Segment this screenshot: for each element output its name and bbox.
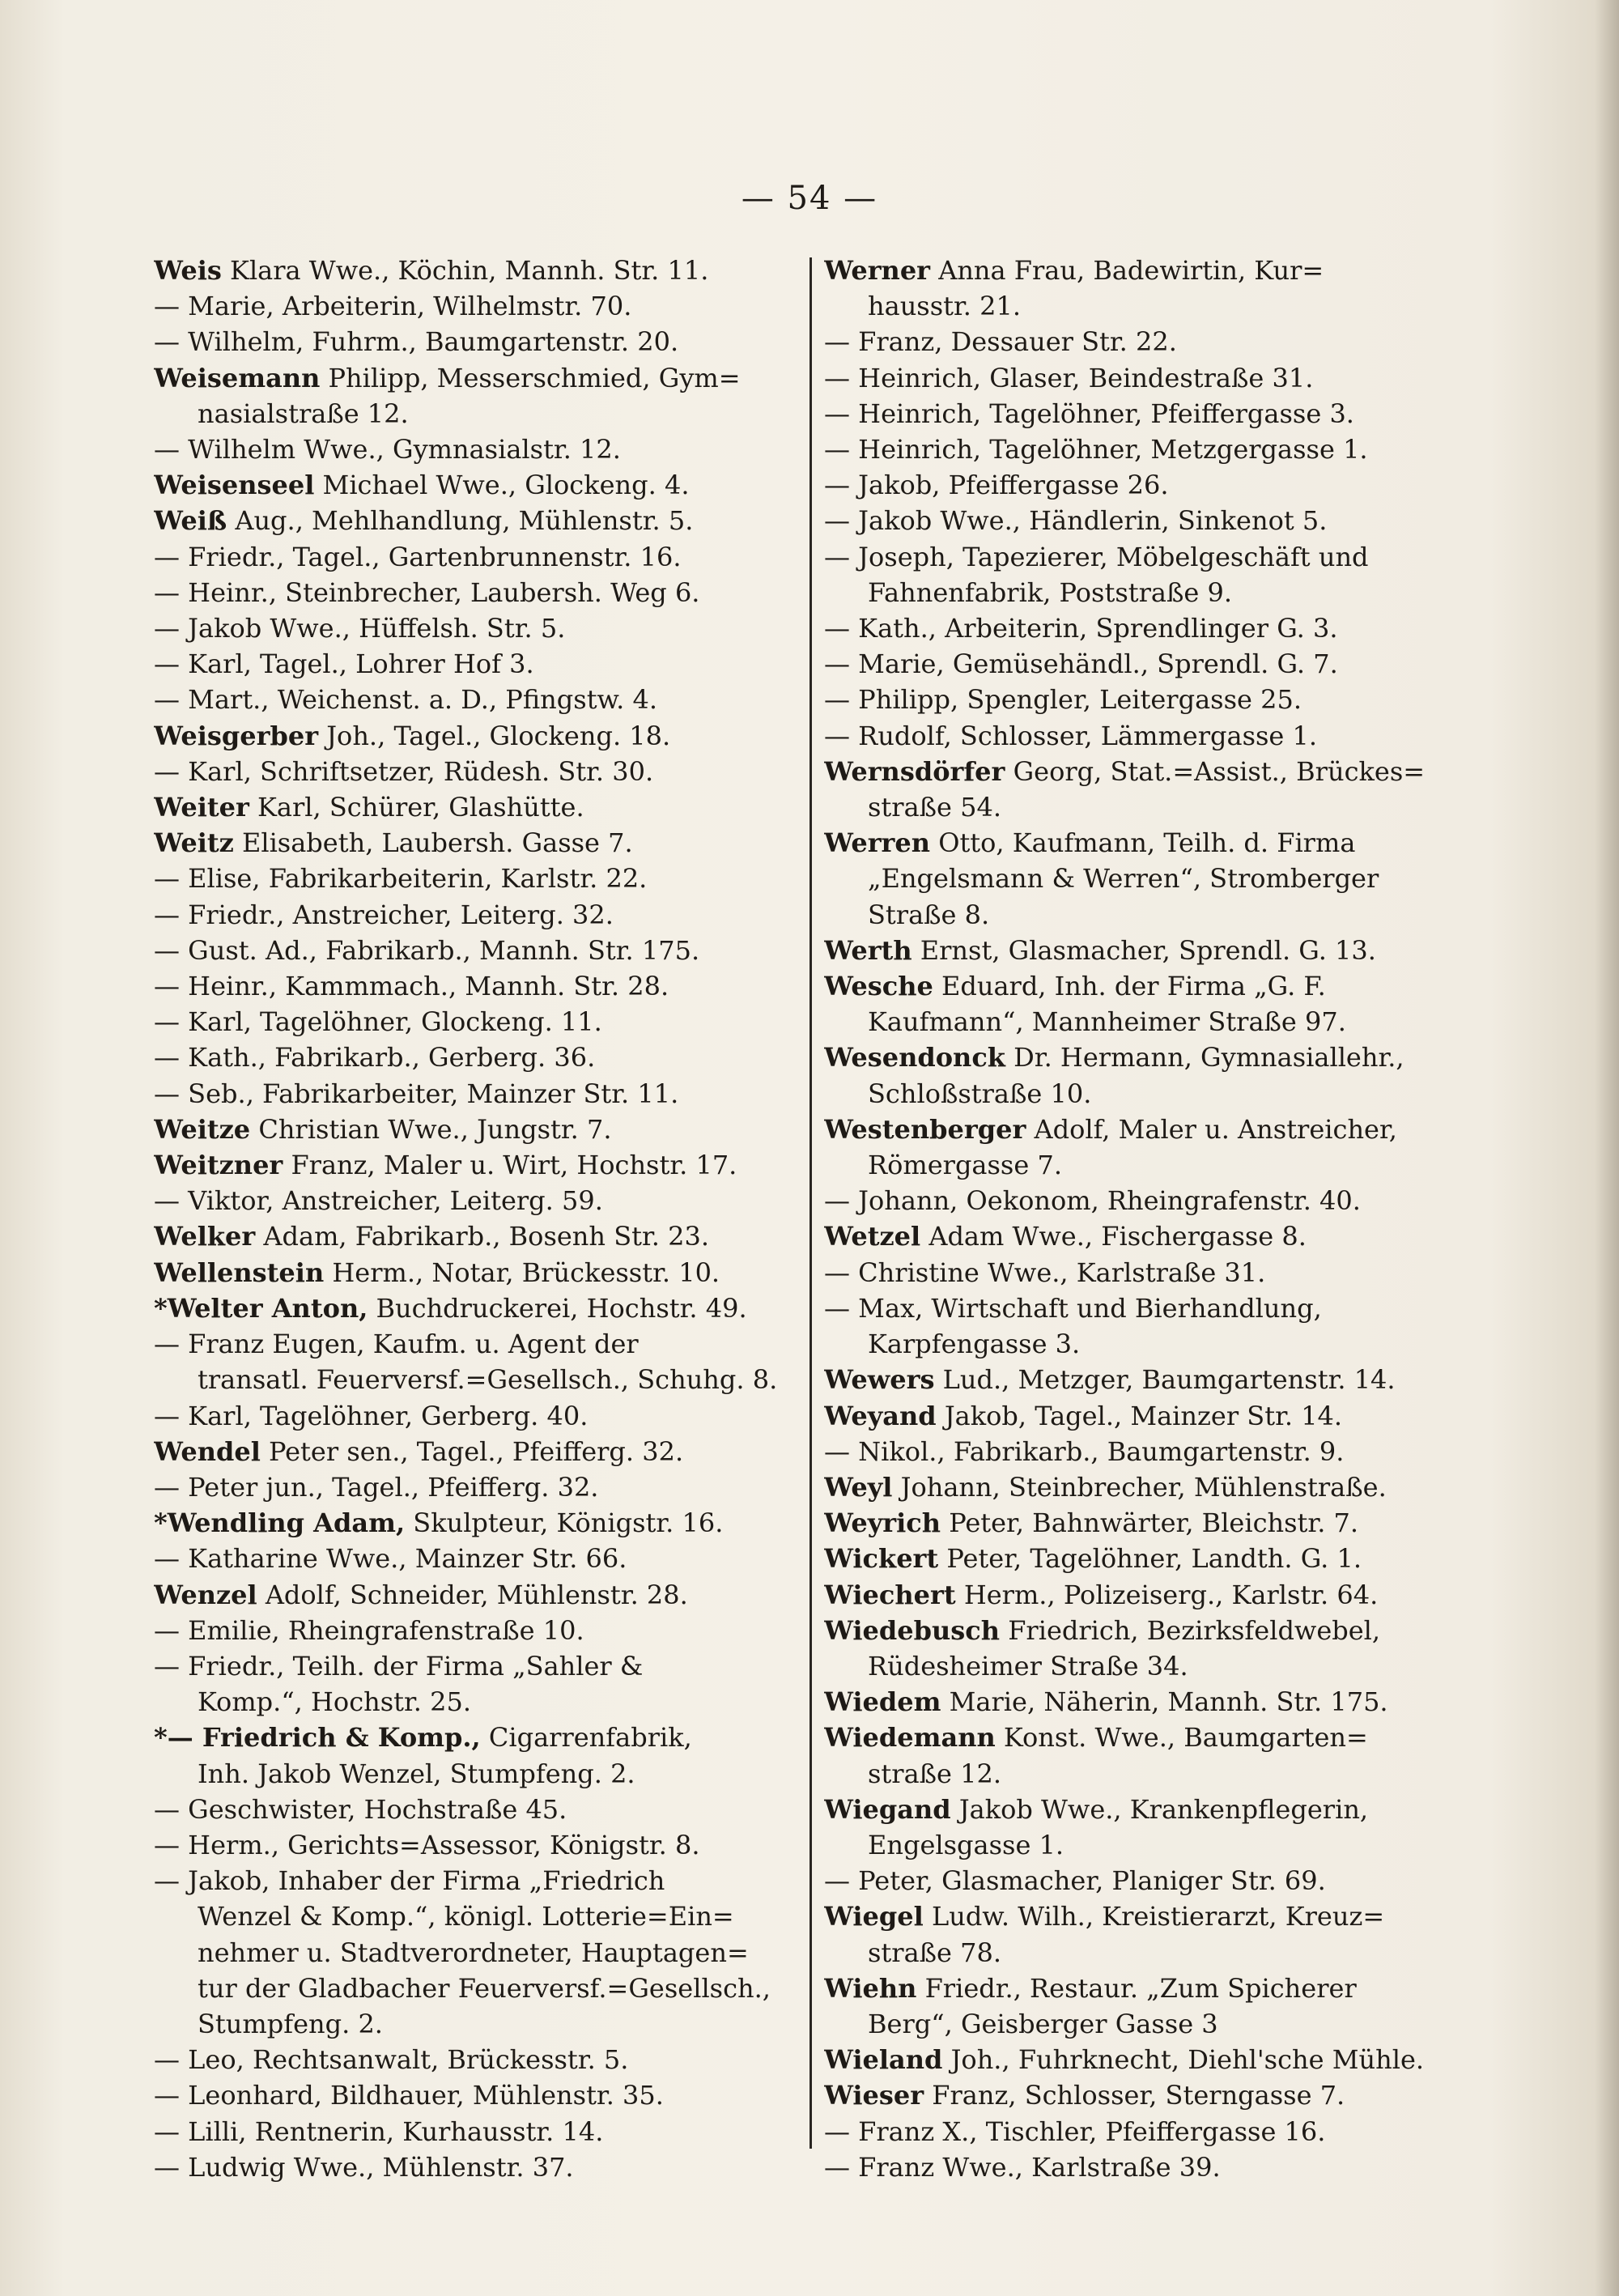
entry-details: — Lilli, Rentnerin, Kurhausstr. 14.: [154, 2115, 604, 2147]
directory-entry: [154, 2042, 801, 2077]
entry-details: Ernst, Glasmacher, Sprendl. G. 13.: [911, 934, 1376, 966]
entry-surname: Weis: [154, 255, 222, 286]
entry-surname: Weitze: [154, 1113, 251, 1145]
entry-details: — Viktor, Anstreicher, Leiterg. 59.: [154, 1185, 603, 1217]
entry-details: — Heinr., Kammmach., Mannh. Str. 28.: [154, 971, 669, 1002]
directory-entry: [824, 1218, 1464, 1254]
directory-entry: [824, 933, 1464, 968]
entry-details: — Mart., Weichenst. a. D., Pfingstw. 4.: [154, 684, 658, 716]
entry-surname: *Wendling Adam,: [154, 1507, 406, 1539]
entry-details: — Leo, Rechtsanwalt, Brückesstr. 5.: [154, 2044, 629, 2076]
entry-details: Elisabeth, Laubersh. Gasse 7.: [233, 827, 633, 859]
right-column: [824, 253, 1464, 2185]
directory-entry: [154, 1255, 801, 1290]
directory-entry: [824, 396, 1464, 432]
entry-details: — Kath., Arbeiterin, Sprendlinger G. 3.: [824, 613, 1338, 644]
directory-entry: [154, 1398, 801, 1434]
entry-details: Klara Wwe., Köchin, Mannh. Str. 11.: [221, 255, 709, 286]
entry-surname: Weyrich: [824, 1507, 941, 1539]
directory-entry: [154, 682, 801, 717]
entry-details: — Christine Wwe., Karlstraße 31.: [824, 1256, 1266, 1288]
entry-details: Komp.“, Hochstr. 25.: [198, 1686, 472, 1718]
entry-details: Lud., Metzger, Baumgartenstr. 14.: [934, 1364, 1396, 1396]
directory-entry: [154, 467, 801, 503]
entry-details: Peter, Bahnwärter, Bleichstr. 7.: [941, 1507, 1359, 1539]
directory-entry: [824, 360, 1464, 396]
directory-entry: [154, 2006, 801, 2042]
directory-entry: [824, 467, 1464, 503]
directory-entry: [154, 1362, 801, 1397]
directory-entry: [154, 1147, 801, 1183]
directory-entry: [824, 1469, 1464, 1505]
entry-details: — Rudolf, Schlosser, Lämmergasse 1.: [824, 720, 1318, 751]
directory-entry: [154, 1792, 801, 1827]
entry-details: Georg, Stat.=Assist., Brückes=: [1005, 755, 1426, 787]
entry-details: Peter sen., Tagel., Pfeifferg. 32.: [260, 1435, 684, 1467]
entry-surname: Weitzner: [154, 1150, 283, 1181]
directory-entry: [824, 2042, 1464, 2077]
directory-entry: [154, 360, 801, 396]
directory-entry: [824, 503, 1464, 538]
entry-surname: Weyl: [824, 1471, 893, 1503]
directory-entry: [154, 861, 801, 896]
entry-details: — Johann, Oekonom, Rheingrafenstr. 40.: [824, 1185, 1361, 1217]
entry-details: Herm., Notar, Brückesstr. 10.: [324, 1256, 720, 1288]
directory-entry: [154, 288, 801, 324]
directory-entry: [154, 1613, 801, 1648]
entry-details: Skulpteur, Königstr. 16.: [405, 1507, 724, 1539]
entry-details: Franz, Schlosser, Sterngasse 7.: [924, 2080, 1345, 2111]
entry-details: Philipp, Messerschmied, Gym=: [320, 362, 741, 393]
entry-surname: Wickert: [824, 1543, 939, 1575]
entry-surname: Wiehn: [824, 1972, 917, 2004]
directory-entry: [154, 1434, 801, 1469]
directory-entry: [154, 1040, 801, 1075]
entry-details: Engelsgasse 1.: [868, 1829, 1064, 1860]
entry-details: Adolf, Schneider, Mühlenstr. 28.: [257, 1579, 688, 1610]
entry-details: — Elise, Fabrikarbeiterin, Karlstr. 22.: [154, 863, 648, 895]
entry-surname: Wesche: [824, 971, 933, 1002]
entry-surname: Werner: [824, 255, 931, 286]
entry-details: „Engelsmann & Werren“, Stromberger: [868, 863, 1379, 895]
directory-entry: [154, 1720, 801, 1755]
directory-entry: [824, 1398, 1464, 1434]
entry-details: Berg“, Geisberger Gasse 3: [868, 2008, 1218, 2039]
directory-entry: [824, 288, 1464, 324]
entry-surname: Weisenseel: [154, 470, 315, 501]
directory-entry: [154, 1469, 801, 1505]
directory-entry: [824, 1076, 1464, 1112]
directory-entry: [824, 1362, 1464, 1397]
directory-entry: [824, 897, 1464, 933]
entry-details: Anna Frau, Badewirtin, Kur=: [930, 255, 1324, 286]
entry-surname: Wesendonck: [824, 1042, 1005, 1074]
entry-details: Ludw. Wilh., Kreistierarzt, Kreuz=: [923, 1901, 1385, 1932]
entry-details: — Franz, Dessauer Str. 22.: [824, 326, 1177, 358]
directory-entry: [824, 1756, 1464, 1792]
entry-surname: *Welter Anton,: [154, 1292, 368, 1324]
entry-details: — Herm., Gerichts=Assessor, Königstr. 8.: [154, 1829, 700, 1860]
directory-entry: [154, 2149, 801, 2185]
directory-entry: [824, 825, 1464, 861]
entry-details: Inh. Jakob Wenzel, Stumpfeng. 2.: [198, 1758, 635, 1789]
entry-details: nasialstraße 12.: [198, 398, 409, 429]
entry-surname: *— Friedrich & Komp.,: [154, 1722, 481, 1754]
entry-details: Wenzel & Komp.“, königl. Lotterie=Ein=: [198, 1901, 734, 1932]
entry-surname: Wiegel: [824, 1901, 924, 1932]
entry-details: straße 54.: [868, 792, 1002, 823]
entry-details: — Franz Wwe., Karlstraße 39.: [824, 2151, 1221, 2183]
entry-details: Jakob, Tagel., Mainzer Str. 14.: [936, 1400, 1343, 1431]
directory-entry: [154, 324, 801, 359]
entry-details: — Jakob, Pfeiffergasse 26.: [824, 470, 1169, 501]
entry-surname: Wetzel: [824, 1221, 921, 1252]
entry-details: straße 12.: [868, 1758, 1002, 1789]
entry-details: Aug., Mehlhandlung, Mühlenstr. 5.: [227, 505, 694, 537]
directory-entry: [154, 2114, 801, 2149]
directory-entry: [824, 1971, 1464, 2006]
directory-entry: [824, 968, 1464, 1004]
directory-entry: [824, 575, 1464, 610]
entry-details: — Friedr., Anstreicher, Leiterg. 32.: [154, 899, 614, 930]
entry-details: Schloßstraße 10.: [868, 1078, 1092, 1109]
directory-entry: [154, 718, 801, 754]
entry-details: — Max, Wirtschaft und Bierhandlung,: [824, 1292, 1322, 1324]
entry-details: Joh., Tagel., Glockeng. 18.: [318, 720, 671, 751]
entry-surname: Weisemann: [154, 362, 321, 393]
directory-entry: [154, 789, 801, 825]
entry-details: — Katharine Wwe., Mainzer Str. 66.: [154, 1543, 627, 1575]
entry-details: — Ludwig Wwe., Mühlenstr. 37.: [154, 2151, 574, 2183]
entry-details: — Friedr., Teilh. der Firma „Sahler &: [154, 1650, 644, 1682]
directory-entry: [154, 754, 801, 789]
directory-entry: [154, 897, 801, 933]
entry-details: — Heinr., Steinbrecher, Laubersh. Weg 6.: [154, 576, 700, 608]
directory-entry: [824, 1290, 1464, 1326]
entry-details: — Peter, Glasmacher, Planiger Str. 69.: [824, 1865, 1326, 1897]
directory-entry: [824, 1648, 1464, 1684]
entry-details: Konst. Wwe., Baumgarten=: [995, 1722, 1368, 1754]
entry-surname: Wieser: [824, 2080, 924, 2111]
entry-details: Herm., Polizeiserg., Karlstr. 64.: [955, 1579, 1379, 1610]
entry-details: — Seb., Fabrikarbeiter, Mainzer Str. 11.: [154, 1078, 679, 1109]
directory-entry: [154, 1290, 801, 1326]
page-edge-shadow: [1595, 0, 1619, 2296]
entry-details: — Franz X., Tischler, Pfeiffergasse 16.: [824, 2115, 1326, 2147]
directory-entry: [154, 1326, 801, 1362]
left-column: [154, 253, 801, 2185]
entry-details: — Franz Eugen, Kaufm. u. Agent der: [154, 1329, 639, 1360]
entry-details: Jakob Wwe., Krankenpflegerin,: [950, 1793, 1369, 1825]
entry-details: — Wilhelm, Fuhrm., Baumgartenstr. 20.: [154, 326, 679, 358]
entry-details: Cigarrenfabrik,: [480, 1722, 692, 1754]
directory-entry: [824, 1613, 1464, 1648]
directory-entry: [154, 1684, 801, 1720]
directory-entry: [154, 2077, 801, 2113]
directory-entry: [154, 503, 801, 538]
entry-details: — Heinrich, Tagelöhner, Pfeiffergasse 3.: [824, 398, 1354, 429]
directory-entry: [824, 754, 1464, 789]
entry-details: — Gust. Ad., Fabrikarb., Mannh. Str. 175.: [154, 934, 700, 966]
directory-entry: [824, 1935, 1464, 1971]
directory-entry: [154, 1112, 801, 1147]
directory-entry: [154, 646, 801, 682]
entry-details: Karpfengasse 3.: [868, 1329, 1081, 1360]
entry-details: — Marie, Arbeiterin, Wilhelmstr. 70.: [154, 291, 632, 322]
page-number: — 54 —: [741, 180, 878, 217]
directory-entry: [824, 1112, 1464, 1147]
entry-surname: Weisgerber: [154, 720, 319, 751]
entry-details: — Karl, Tagelöhner, Glockeng. 11.: [154, 1006, 602, 1038]
entry-details: Stumpfeng. 2.: [198, 2008, 383, 2039]
directory-entry: [824, 1505, 1464, 1541]
entry-surname: Wiedebusch: [824, 1614, 1001, 1646]
entry-details: Kaufmann“, Mannheimer Straße 97.: [868, 1006, 1346, 1038]
directory-entry: [824, 539, 1464, 575]
entry-details: Franz, Maler u. Wirt, Hochstr. 17.: [283, 1150, 737, 1181]
entry-surname: Wendel: [154, 1435, 261, 1467]
entry-details: — Karl, Tagel., Lohrer Hof 3.: [154, 648, 534, 680]
directory-entry: [154, 396, 801, 432]
directory-entry: [154, 432, 801, 467]
entry-details: — Heinrich, Glaser, Beindestraße 31.: [824, 362, 1314, 393]
column-divider: [810, 257, 812, 2149]
directory-entry: [824, 432, 1464, 467]
entry-details: Joh., Fuhrknecht, Diehl'sche Mühle.: [942, 2044, 1425, 2076]
directory-entry: [824, 610, 1464, 646]
directory-entry: [154, 1577, 801, 1613]
entry-details: Rüdesheimer Straße 34.: [868, 1650, 1188, 1682]
entry-details: Friedrich, Bezirksfeldwebel,: [1000, 1614, 1381, 1646]
directory-entry: [824, 1255, 1464, 1290]
directory-entry: [154, 1935, 801, 1971]
entry-details: — Jakob, Inhaber der Firma „Friedrich: [154, 1865, 665, 1897]
entry-details: Eduard, Inh. der Firma „G. F.: [933, 971, 1326, 1002]
directory-entry: [824, 1326, 1464, 1362]
entry-surname: Wiedem: [824, 1686, 941, 1718]
entry-details: straße 78.: [868, 1937, 1002, 1968]
entry-details: — Jakob Wwe., Händlerin, Sinkenot 5.: [824, 505, 1328, 537]
directory-entry: [154, 1541, 801, 1576]
entry-details: Adam Wwe., Fischergasse 8.: [920, 1221, 1307, 1252]
entry-surname: Wellenstein: [154, 1256, 325, 1288]
directory-entry: [154, 1004, 801, 1040]
entry-details: Römergasse 7.: [868, 1150, 1062, 1181]
entry-surname: Weiter: [154, 792, 249, 823]
entry-details: transatl. Feuerversf.=Gesellsch., Schuhg. 8.: [198, 1364, 778, 1396]
directory-entry: [824, 1183, 1464, 1218]
entry-details: Adolf, Maler u. Anstreicher,: [1026, 1113, 1397, 1145]
directory-entry: [824, 2006, 1464, 2042]
entry-details: Johann, Steinbrecher, Mühlenstraße.: [892, 1471, 1387, 1503]
entry-details: — Nikol., Fabrikarb., Baumgartenstr. 9.: [824, 1435, 1345, 1467]
directory-entry: [824, 1147, 1464, 1183]
entry-surname: Weitz: [154, 827, 234, 859]
directory-entry: [154, 1218, 801, 1254]
entry-details: Marie, Näherin, Mannh. Str. 175.: [941, 1686, 1388, 1718]
entry-surname: Wernsdörfer: [824, 755, 1005, 787]
directory-entry: [824, 718, 1464, 754]
directory-entry: [824, 1863, 1464, 1898]
directory-entry: [154, 968, 801, 1004]
directory-entry: [154, 1756, 801, 1792]
directory-entry: [154, 825, 801, 861]
entry-details: — Marie, Gemüsehändl., Sprendl. G. 7.: [824, 648, 1338, 680]
directory-entry: [154, 1898, 801, 1934]
entry-details: — Heinrich, Tagelöhner, Metzgergasse 1.: [824, 434, 1368, 466]
directory-entry: [824, 682, 1464, 717]
directory-entry: [824, 1040, 1464, 1075]
directory-entry: [824, 324, 1464, 359]
entry-details: — Joseph, Tapezierer, Möbelgeschäft und: [824, 541, 1369, 572]
directory-entry: [824, 1898, 1464, 1934]
entry-details: — Karl, Tagelöhner, Gerberg. 40.: [154, 1400, 589, 1431]
entry-details: — Wilhelm Wwe., Gymnasialstr. 12.: [154, 434, 621, 466]
entry-details: hausstr. 21.: [868, 291, 1022, 322]
directory-entry: [154, 1827, 801, 1863]
entry-details: — Geschwister, Hochstraße 45.: [154, 1793, 567, 1825]
entry-details: — Jakob Wwe., Hüffelsh. Str. 5.: [154, 613, 566, 644]
directory-entry: [824, 1684, 1464, 1720]
entry-surname: Weiß: [154, 505, 227, 537]
entry-surname: Werren: [824, 827, 931, 859]
entry-surname: Wewers: [824, 1364, 935, 1396]
entry-surname: Wiegand: [824, 1793, 951, 1825]
entry-details: Fahnenfabrik, Poststraße 9.: [868, 576, 1232, 608]
entry-surname: Wiedemann: [824, 1722, 996, 1754]
directory-entry: [154, 1971, 801, 2006]
entry-details: Friedr., Restaur. „Zum Spicherer: [916, 1972, 1357, 2004]
entry-details: Dr. Hermann, Gymnasiallehr.,: [1005, 1042, 1404, 1074]
directory-entry: [154, 1863, 801, 1898]
entry-surname: Wenzel: [154, 1579, 257, 1610]
directory-entry: [154, 253, 801, 288]
directory-entry: [824, 253, 1464, 288]
directory-entry: [824, 2114, 1464, 2149]
entry-surname: Weyand: [824, 1400, 937, 1431]
directory-entry: [824, 1434, 1464, 1469]
entry-details: Christian Wwe., Jungstr. 7.: [250, 1113, 612, 1145]
entry-surname: Westenberger: [824, 1113, 1026, 1145]
directory-entry: [824, 789, 1464, 825]
entry-details: — Philipp, Spengler, Leitergasse 25.: [824, 684, 1302, 716]
entry-details: Buchdruckerei, Hochstr. 49.: [368, 1292, 747, 1324]
directory-entry: [824, 861, 1464, 896]
directory-entry: [154, 933, 801, 968]
directory-entry: [824, 1577, 1464, 1613]
entry-details: Otto, Kaufmann, Teilh. d. Firma: [930, 827, 1356, 859]
directory-entry: [824, 2149, 1464, 2185]
directory-entry: [824, 1541, 1464, 1576]
directory-entry: [824, 1004, 1464, 1040]
entry-details: Karl, Schürer, Glashütte.: [249, 792, 584, 823]
entry-details: Adam, Fabrikarb., Bosenh Str. 23.: [255, 1221, 709, 1252]
directory-entry: [824, 1827, 1464, 1863]
directory-entry: [824, 2077, 1464, 2113]
entry-details: Peter, Tagelöhner, Landth. G. 1.: [938, 1543, 1362, 1575]
entry-details: tur der Gladbacher Feuerversf.=Gesellsch.,: [198, 1972, 771, 2004]
entry-details: nehmer u. Stadtverordneter, Hauptagen=: [198, 1937, 749, 1968]
entry-surname: Wieland: [824, 2044, 943, 2076]
directory-entry: [154, 1076, 801, 1112]
entry-surname: Werth: [824, 934, 912, 966]
entry-details: — Emilie, Rheingrafenstraße 10.: [154, 1614, 584, 1646]
directory-entry: [154, 1505, 801, 1541]
entry-details: — Leonhard, Bildhauer, Mühlenstr. 35.: [154, 2080, 664, 2111]
directory-entry: [154, 1648, 801, 1684]
directory-entry: [824, 1792, 1464, 1827]
entry-surname: Wiechert: [824, 1579, 956, 1610]
directory-entry: [824, 646, 1464, 682]
directory-entry: [154, 575, 801, 610]
entry-details: — Karl, Schriftsetzer, Rüdesh. Str. 30.: [154, 755, 654, 787]
directory-entry: [154, 539, 801, 575]
entry-details: — Peter jun., Tagel., Pfeifferg. 32.: [154, 1471, 599, 1503]
entry-details: Straße 8.: [868, 899, 990, 930]
entry-details: — Friedr., Tagel., Gartenbrunnenstr. 16.: [154, 541, 682, 572]
directory-entry: [824, 1720, 1464, 1755]
entry-details: — Kath., Fabrikarb., Gerberg. 36.: [154, 1042, 596, 1074]
entry-surname: Welker: [154, 1221, 256, 1252]
entry-details: Michael Wwe., Glockeng. 4.: [314, 470, 690, 501]
directory-entry: [154, 610, 801, 646]
directory-entry: [154, 1183, 801, 1218]
